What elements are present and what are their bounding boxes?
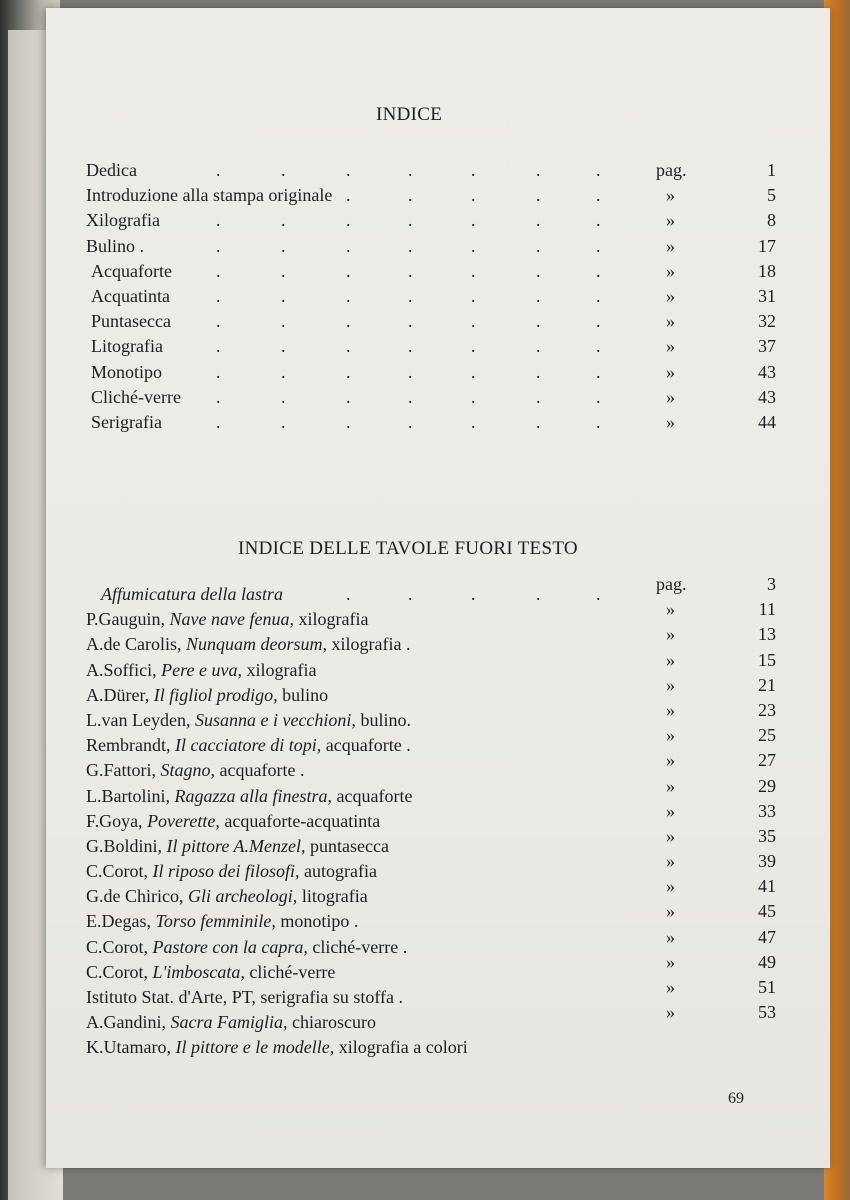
entry-title: Acquatinta (91, 285, 170, 306)
leader-dot: . (346, 185, 351, 206)
entry-page: 53 (758, 1002, 776, 1023)
dot-leader (86, 387, 646, 412)
entry-page: 27 (758, 750, 776, 771)
leader-dot: . (596, 210, 601, 231)
entry-page: 43 (758, 386, 776, 407)
artist-name: L.Bartolini, (86, 785, 175, 806)
dot-leader (86, 210, 646, 235)
technique: cliché-verre (244, 961, 336, 982)
work-title: Il pittore e le modelle, (175, 1037, 335, 1058)
leader-dot: . (216, 235, 221, 256)
leader-dot: . (471, 235, 476, 256)
work-title: Il pittore A.Menzel, (166, 835, 306, 856)
leader-dot: . (216, 361, 221, 382)
entry-page: 21 (758, 674, 776, 695)
ditto-mark: » (666, 725, 675, 746)
leader-dot: . (536, 260, 541, 281)
book-page (46, 8, 830, 1168)
dot-leader (86, 311, 646, 336)
leader-dot: . (216, 160, 221, 180)
leader-dot: . (216, 210, 221, 231)
dot-leader (86, 185, 646, 210)
entry-page: 11 (758, 599, 776, 620)
entry-title: Bulino . (86, 235, 145, 256)
index-entry (86, 311, 776, 336)
leader-dot: . (281, 260, 286, 281)
leader-dot: . (471, 361, 476, 382)
entry-title: Introduzione alla stampa originale (86, 185, 333, 206)
entry-title: Dedica (86, 160, 137, 180)
leader-dot: . (346, 386, 351, 407)
leader-dot: . (281, 336, 286, 357)
technique: litografia (297, 886, 368, 907)
artist-name: C.Corot, (86, 961, 153, 982)
technique: acquaforte . (321, 735, 411, 756)
ditto-mark: » (666, 1002, 675, 1023)
technique: serigrafia su stoffa . (260, 987, 404, 1007)
index-entry (86, 185, 776, 210)
leader-dot: . (596, 386, 601, 407)
leader-dot: . (596, 160, 601, 180)
technique: bulino (277, 684, 329, 705)
leader-dot: . (596, 311, 601, 332)
leader-dot: . (408, 361, 413, 382)
technique: chiaroscuro (287, 1012, 376, 1033)
index-list (86, 160, 776, 437)
entry-title: Puntasecca (91, 311, 171, 332)
ditto-mark: » (666, 800, 675, 821)
leader-dot: . (596, 260, 601, 281)
leader-dot: . (408, 185, 413, 206)
leader-dot: . (346, 336, 351, 357)
ditto-mark: » (666, 411, 675, 432)
leader-dot: . (408, 386, 413, 407)
artist-name: G.Boldini, (86, 835, 167, 856)
leader-dot: . (596, 235, 601, 256)
entry-title (86, 962, 335, 983)
leader-dot: . (596, 584, 601, 604)
entry-page: 17 (758, 235, 776, 256)
ditto-mark: » (666, 699, 675, 720)
technique: acquaforte (332, 785, 413, 806)
leader-dot: . (596, 411, 601, 432)
leader-dot: . (281, 210, 286, 231)
leader-dot: . (281, 386, 286, 407)
index-entry (86, 412, 776, 437)
work-title: Torso femminile, (155, 911, 276, 932)
leader-dot: . (536, 411, 541, 432)
dot-leader (86, 160, 646, 185)
leader-dot: . (408, 584, 413, 604)
leader-dot: . (596, 285, 601, 306)
leader-dot: . (536, 336, 541, 357)
leader-dot: . (346, 235, 351, 256)
leader-dot: . (536, 235, 541, 256)
dot-leader (86, 261, 646, 286)
leader-dot: . (216, 285, 221, 306)
work-title: Pere e uva, (161, 659, 242, 680)
index-entry (86, 160, 776, 185)
ditto-mark: » (666, 775, 675, 796)
leader-dot: . (471, 584, 476, 604)
leader-dot: . (471, 411, 476, 432)
ditto-mark: » (666, 361, 675, 382)
leader-dot: . (216, 311, 221, 332)
entry-title (86, 1012, 376, 1033)
ditto-mark: » (666, 674, 675, 695)
leader-dot: . (346, 361, 351, 382)
leader-dot: . (346, 210, 351, 231)
page-label: pag. (656, 574, 687, 594)
index-title: INDICE (376, 104, 443, 125)
dot-leader (86, 584, 646, 609)
entry-title (86, 735, 411, 756)
leader-dot: . (281, 361, 286, 382)
leader-dot: . (346, 160, 351, 180)
ditto-mark: » (666, 386, 675, 407)
ditto-mark: » (666, 951, 675, 972)
dot-leader (86, 412, 646, 437)
work-title: Affumicatura della lastra (101, 584, 283, 604)
ditto-mark: » (666, 285, 675, 306)
ditto-mark: » (666, 750, 675, 771)
leader-dot: . (346, 260, 351, 281)
artist-name: C.Corot, (86, 936, 153, 957)
leader-dot: . (536, 311, 541, 332)
entry-page: 45 (758, 901, 776, 922)
artist-name: L.van Leyden, (86, 709, 195, 730)
leader-dot: . (471, 386, 476, 407)
entry-page: 33 (758, 800, 776, 821)
work-title: Gli archeologi, (187, 886, 298, 907)
plate-entry (86, 1037, 776, 1062)
leader-dot: . (471, 160, 476, 180)
work-title: Poverette, (147, 810, 220, 831)
leader-dot: . (281, 285, 286, 306)
entry-title (86, 937, 407, 958)
entry-title (86, 710, 411, 731)
artist-name: Istituto Stat. d'Arte, PT, (86, 987, 261, 1007)
entry-title (86, 836, 389, 857)
work-title: Nunquam deorsum, (185, 634, 327, 655)
plates-list (86, 574, 776, 1063)
ditto-mark: » (666, 649, 675, 670)
artist-name: P.Gauguin, (86, 609, 170, 630)
page-number: 69 (728, 1090, 744, 1107)
ditto-mark: » (666, 926, 675, 947)
ditto-mark: » (666, 825, 675, 846)
dot-leader (86, 362, 646, 387)
artist-name: F.Goya, (86, 810, 148, 831)
artist-name: A.Gandini, (86, 1012, 171, 1033)
leader-dot: . (596, 361, 601, 382)
ditto-mark: » (666, 977, 675, 997)
ditto-mark: » (666, 336, 675, 357)
leader-dot: . (408, 311, 413, 332)
leader-dot: . (596, 185, 601, 206)
entry-page: 32 (758, 311, 776, 332)
dot-leader (86, 236, 646, 261)
leader-dot: . (408, 260, 413, 281)
entry-page: 13 (758, 624, 776, 645)
technique: xilografia . (327, 634, 411, 655)
leader-dot: . (471, 210, 476, 231)
index-entry (86, 387, 776, 412)
entry-page: 25 (758, 725, 776, 746)
leader-dot: . (408, 210, 413, 231)
leader-dot: . (281, 235, 286, 256)
work-title: Susanna e i vecchioni, (194, 709, 356, 730)
technique: xilografia (241, 659, 317, 680)
ditto-mark: » (666, 260, 675, 281)
technique: monotipo . (275, 911, 359, 932)
entry-page: 1 (767, 160, 776, 180)
leader-dot: . (596, 336, 601, 357)
entry-page: 47 (758, 926, 776, 947)
artist-name: E.Degas, (86, 911, 156, 932)
entry-page: 43 (758, 361, 776, 382)
ditto-mark: » (666, 851, 675, 872)
entry-title (86, 786, 412, 807)
artist-name: A.Dürer, (86, 684, 154, 705)
leader-dot: . (408, 411, 413, 432)
leader-dot: . (536, 185, 541, 206)
artist-name: Rembrandt, (86, 735, 175, 756)
entry-page: 41 (758, 876, 776, 897)
entry-page: 49 (758, 951, 776, 972)
plate-entry (86, 1002, 776, 1037)
leader-dot: . (346, 411, 351, 432)
entry-title (86, 811, 380, 832)
ditto-mark: » (666, 624, 675, 645)
work-title: L'imboscata, (152, 961, 245, 982)
plates-index-title: INDICE DELLE TAVOLE FUORI TESTO (238, 538, 578, 559)
technique: puntasecca (305, 835, 389, 856)
leader-dot: . (281, 411, 286, 432)
leader-dot: . (536, 160, 541, 180)
artist-name: A.Soffici, (86, 659, 162, 680)
work-title: Il figliol prodigo, (153, 684, 278, 705)
leader-dot: . (216, 336, 221, 357)
technique: xilografia (293, 609, 369, 630)
entry-page: 31 (758, 285, 776, 306)
work-title: Il cacciatore di topi, (174, 735, 322, 756)
entry-title: Acquaforte (91, 260, 172, 281)
entry-page: 3 (767, 574, 776, 594)
technique: cliché-verre . (307, 936, 408, 957)
technique: bulino. (355, 709, 411, 730)
entry-title (86, 987, 403, 1008)
work-title: Ragazza alla finestra, (174, 785, 333, 806)
entry-title: Monotipo (91, 361, 163, 382)
ditto-mark: » (666, 185, 675, 206)
ditto-mark: » (666, 311, 675, 332)
entry-page: 51 (758, 977, 776, 997)
leader-dot: . (216, 386, 221, 407)
entry-title (86, 911, 358, 932)
entry-title (86, 886, 368, 907)
entry-title (86, 609, 368, 630)
entry-page: 29 (758, 775, 776, 796)
leader-dot: . (471, 260, 476, 281)
leader-dot: . (471, 336, 476, 357)
entry-page: 35 (758, 825, 776, 846)
artist-name: K.Utamaro, (86, 1037, 176, 1058)
entry-title: Litografia (91, 336, 163, 357)
entry-page: 44 (758, 411, 776, 432)
entry-title (86, 1037, 468, 1058)
work-title: Pastore con la capra, (152, 936, 308, 957)
entry-title (86, 861, 377, 882)
leader-dot: . (471, 185, 476, 206)
leader-dot: . (216, 260, 221, 281)
index-entry (86, 236, 776, 261)
entry-page: 15 (758, 649, 776, 670)
leader-dot: . (471, 311, 476, 332)
index-entry (86, 336, 776, 361)
leader-dot: . (281, 311, 286, 332)
work-title: Il riposo dei filosofi, (152, 861, 300, 882)
entry-page: 8 (767, 210, 776, 231)
index-entry (86, 210, 776, 235)
entry-page: 37 (758, 336, 776, 357)
page-label: pag. (656, 160, 687, 180)
dot-leader (86, 286, 646, 311)
ditto-mark: » (666, 876, 675, 897)
technique: acquaforte-acquatinta (219, 810, 381, 831)
leader-dot: . (216, 411, 221, 432)
index-entry (86, 362, 776, 387)
leader-dot: . (536, 210, 541, 231)
artist-name: C.Corot, (86, 861, 153, 882)
technique: acquaforte . (215, 760, 305, 781)
ditto-mark: » (666, 235, 675, 256)
ditto-mark: » (666, 210, 675, 231)
leader-dot: . (408, 336, 413, 357)
entry-title: Serigrafia (91, 411, 162, 432)
entry-title (86, 660, 316, 681)
index-entry (86, 261, 776, 286)
leader-dot: . (346, 285, 351, 306)
leader-dot: . (536, 584, 541, 604)
leader-dot: . (536, 285, 541, 306)
entry-title (86, 760, 304, 781)
artist-name: A.de Carolis, (86, 634, 186, 655)
entry-title (86, 634, 410, 655)
leader-dot: . (281, 160, 286, 180)
artist-name: G.Fattori, (86, 760, 161, 781)
entry-page: 23 (758, 699, 776, 720)
work-title: Stagno, (160, 760, 216, 781)
leader-dot: . (536, 386, 541, 407)
ditto-mark: » (666, 901, 675, 922)
leader-dot: . (346, 584, 351, 604)
work-title: Sacra Famiglia, (170, 1012, 288, 1033)
artist-name: G.de Chirico, (86, 886, 188, 907)
entry-page: 39 (758, 851, 776, 872)
entry-title: Cliché-verre (91, 386, 181, 407)
index-entry (86, 286, 776, 311)
technique: xilografia a colori (334, 1037, 468, 1058)
work-title: Nave nave fenua, (169, 609, 294, 630)
leader-dot: . (471, 285, 476, 306)
ditto-mark: » (666, 599, 675, 620)
entry-page: 5 (767, 185, 776, 206)
leader-dot: . (536, 361, 541, 382)
entry-title: Xilografia (86, 210, 160, 231)
leader-dot: . (408, 235, 413, 256)
leader-dot: . (408, 160, 413, 180)
entry-title (86, 685, 328, 706)
leader-dot: . (408, 285, 413, 306)
entry-page: 18 (758, 260, 776, 281)
technique: autografia (299, 861, 377, 882)
dot-leader (86, 336, 646, 361)
leader-dot: . (346, 311, 351, 332)
